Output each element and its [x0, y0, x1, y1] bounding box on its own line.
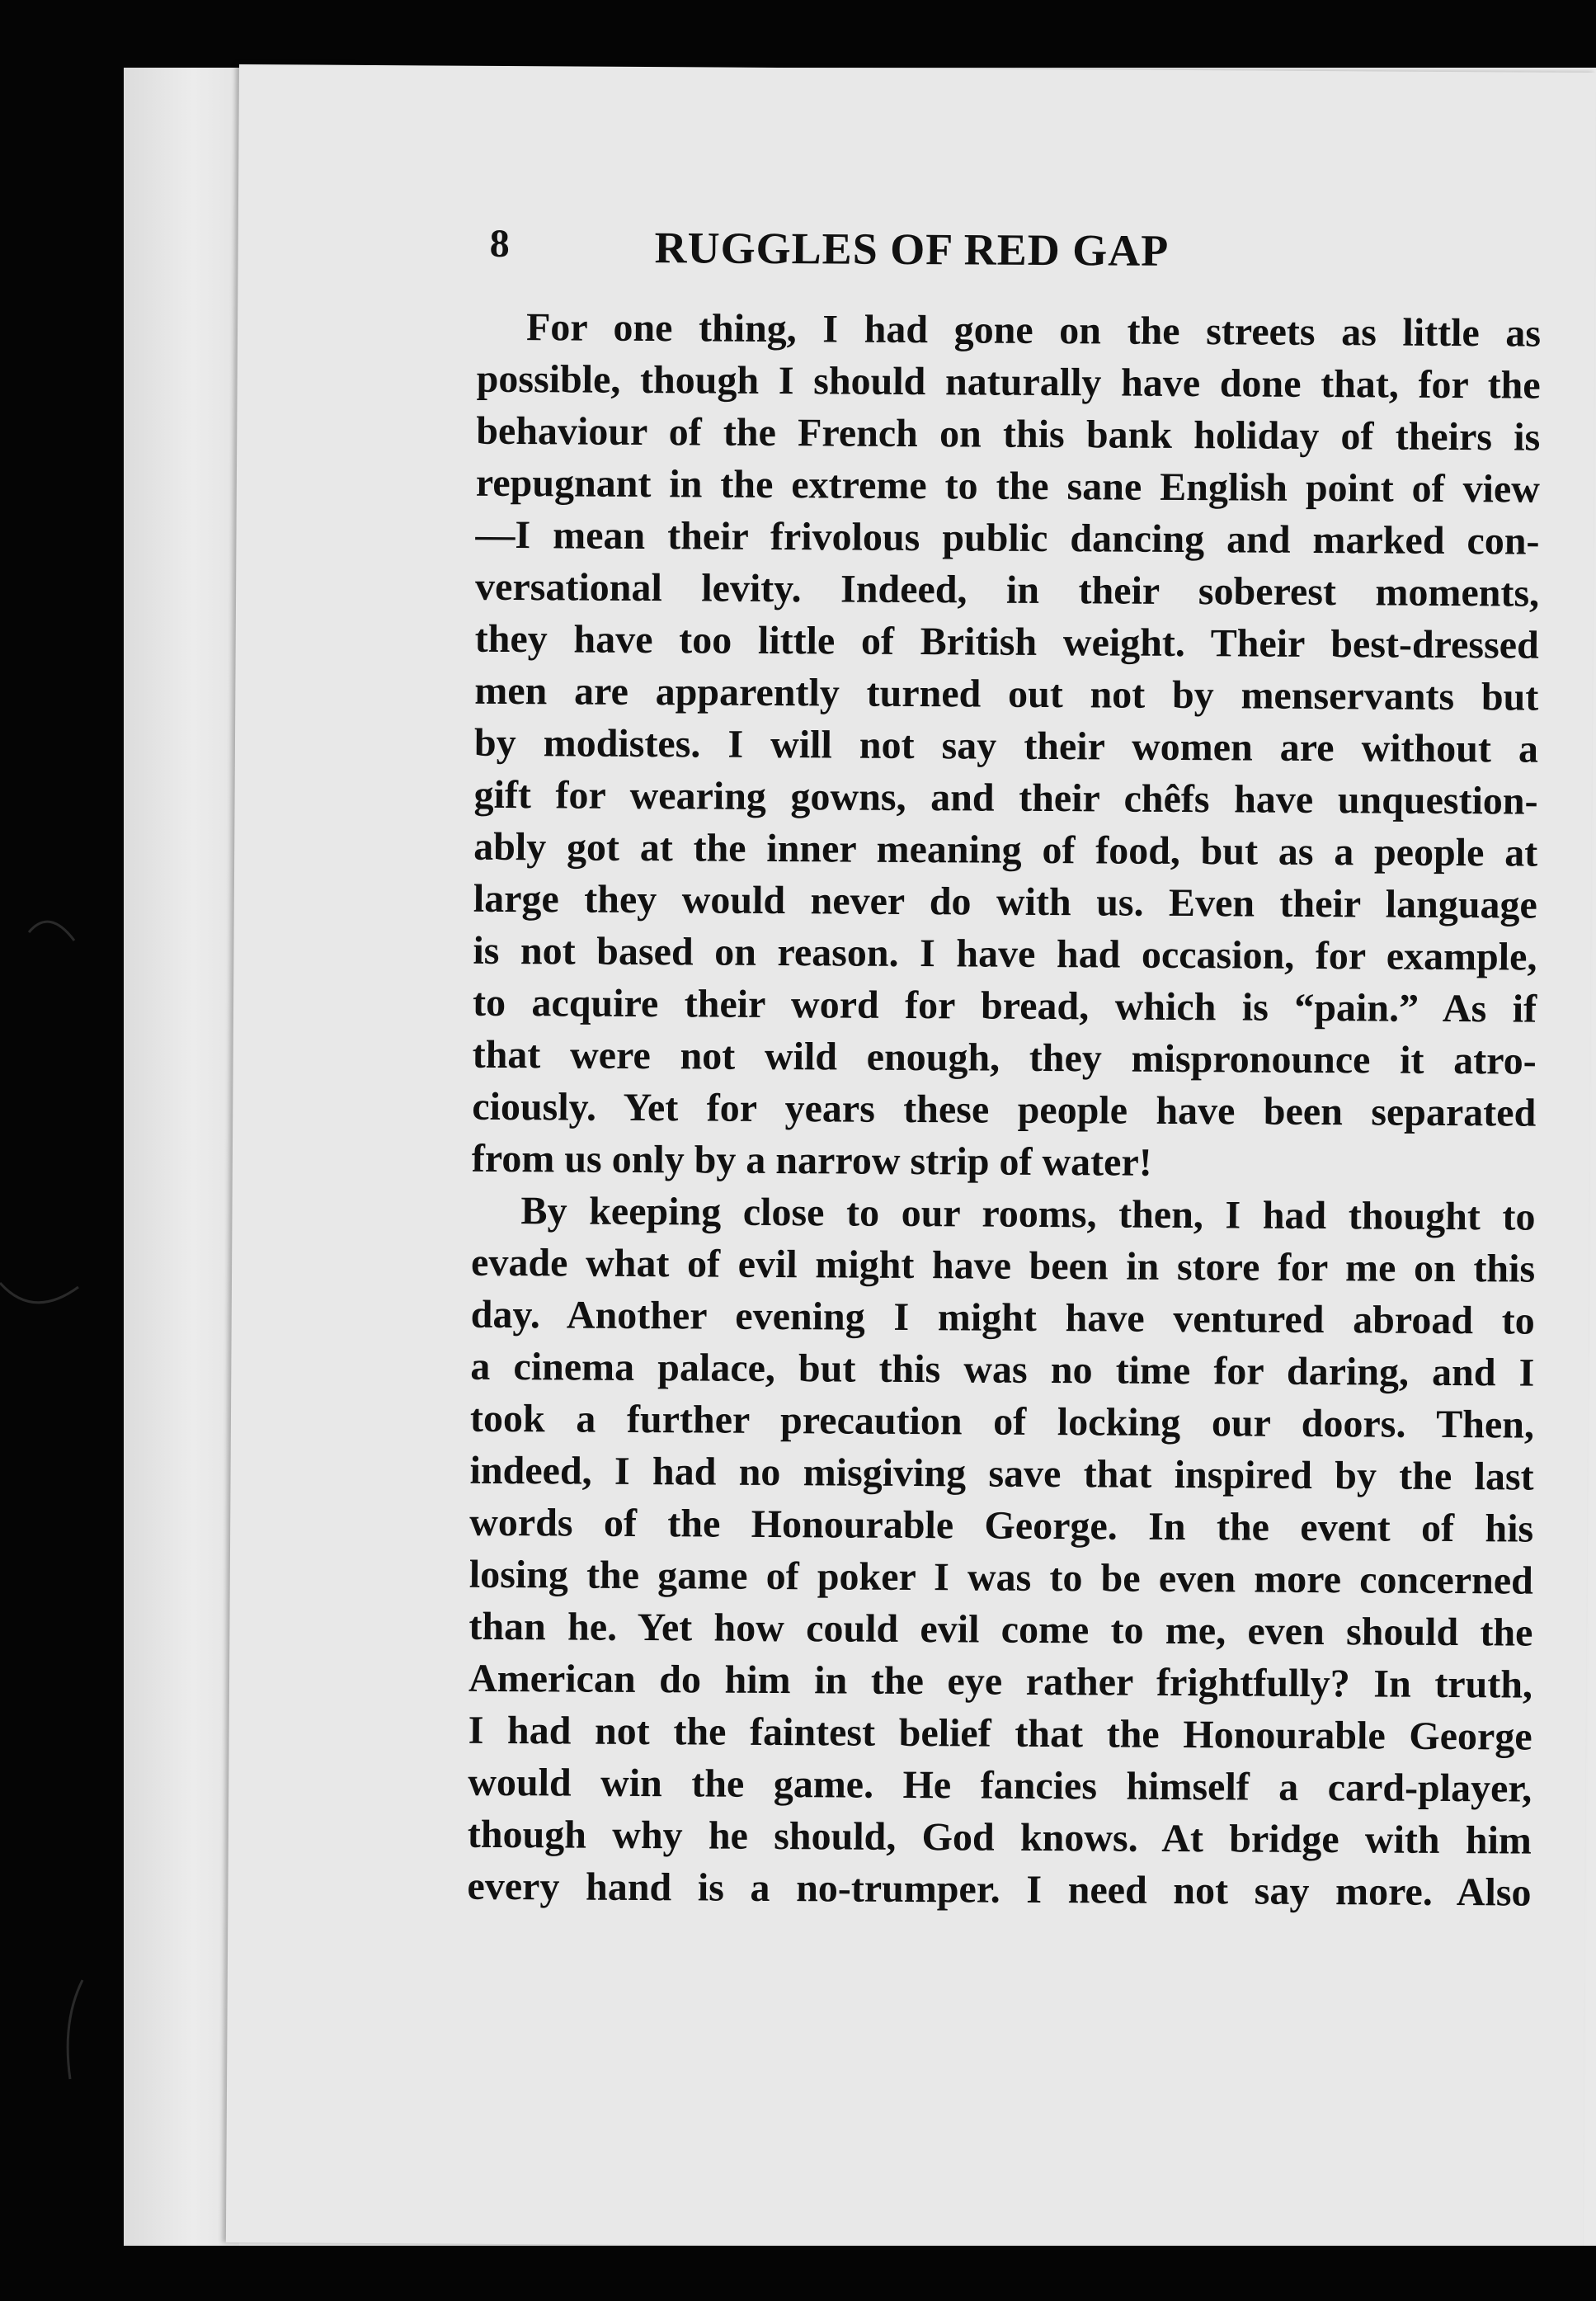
- text-line: losing the game of poker I was to be even more concerned: [468, 1552, 1533, 1603]
- paragraph-2: [467, 1185, 1535, 1919]
- text-line: is not based on reason. I have had occasion, for example,: [473, 928, 1537, 979]
- text-line: ably got at the inner meaning of food, but as a people at: [473, 824, 1538, 875]
- text-line: large they would never do with us. Even their language: [473, 876, 1537, 927]
- text-line: For one thing, I had gone on the streets as little as: [525, 305, 1542, 356]
- text-line: every hand is a no-trumper. I need not say more. Also: [467, 1864, 1532, 1915]
- text-line: repugnant in the extreme to the sane English point of view: [475, 460, 1541, 512]
- text-line: American do him in the eye rather frightfully? In truth,: [468, 1656, 1533, 1707]
- margin-mark: [68, 1980, 82, 2079]
- text-line: possible, though I should naturally have done that, for the: [476, 356, 1541, 408]
- text-line: they have too little of British weight. Their best-dressed: [474, 616, 1539, 667]
- text-line: to acquire their word for bread, which is “pain.” As if: [472, 980, 1537, 1031]
- margin-mark: [29, 922, 74, 941]
- text-line: I had not the faintest belief that the Honourable George: [468, 1708, 1532, 1759]
- text-line: from us only by a narrow strip of water!: [471, 1136, 1152, 1185]
- text-line: gift for wearing gowns, and their chêfs have unquestion-: [473, 772, 1538, 823]
- text-line: men are apparently turned out not by menservants but: [474, 668, 1539, 719]
- book-page: [226, 64, 1596, 2251]
- text-line: ciously. Yet for years these people have been separated: [472, 1084, 1537, 1135]
- text-line: evade what of evil might have been in store for me on this: [470, 1240, 1536, 1291]
- text-line: that were not wild enough, they mispronounce it atro-: [472, 1032, 1537, 1083]
- text-line: though why he should, God knows. At bridge with him: [467, 1812, 1532, 1863]
- text-line: by modistes. I will not say their women are without a: [473, 720, 1539, 771]
- text-line: words of the Honourable George. In the event of his: [469, 1500, 1534, 1551]
- text-line: day. Another evening I might have ventured abroad to: [470, 1292, 1535, 1343]
- text-line: versational levity. Indeed, in their soberest moments,: [474, 564, 1540, 615]
- text-line: behaviour of the French on this bank holiday of theirs is: [476, 408, 1541, 460]
- body-text: [467, 301, 1541, 1919]
- running-title: RUGGLES OF RED GAP: [654, 223, 1170, 276]
- page-number: 8: [489, 221, 510, 266]
- paragraph-1: [472, 301, 1542, 1191]
- film-border-bottom: [0, 2246, 1596, 2301]
- text-line: a cinema palace, but this was no time for daring, and I: [470, 1344, 1535, 1395]
- text-line: indeed, I had no misgiving save that inspired by the last: [469, 1448, 1534, 1499]
- page-gutter: [124, 68, 239, 2246]
- text-line: —I mean their frivolous public dancing and marked con-: [475, 512, 1540, 563]
- text-line: would win the game. He fancies himself a card-player,: [468, 1760, 1532, 1811]
- text-line: took a further precaution of locking our doors. Then,: [469, 1396, 1535, 1447]
- text-line: than he. Yet how could evil come to me, even should the: [468, 1604, 1533, 1655]
- text-line: By keeping close to our rooms, then, I had thought to: [520, 1189, 1536, 1239]
- margin-mark: [0, 1283, 78, 1303]
- page-header: [489, 221, 1537, 306]
